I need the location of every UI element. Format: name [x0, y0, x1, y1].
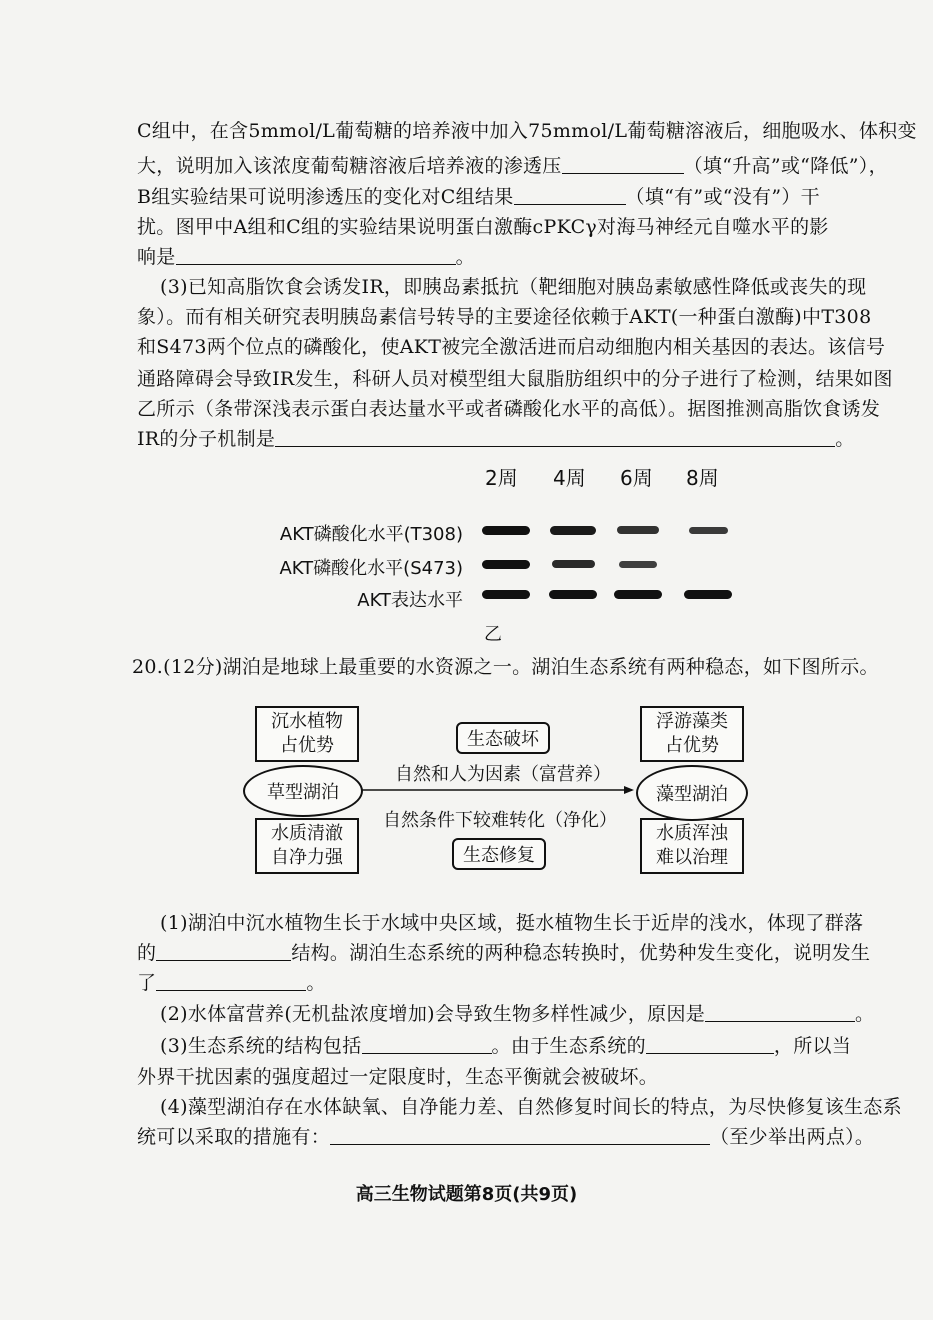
q20-text-line	[137, 1124, 875, 1150]
box-text: 自净力强	[271, 847, 343, 868]
box-text: 难以治理	[656, 847, 728, 868]
q20-text-line	[160, 1001, 875, 1027]
blot-row-label: AKT磷酸化水平(T308)	[279, 524, 463, 545]
q19-text-line: 扰。图甲中A组和C组的实验结果说明蛋白激酶cPKCγ对海马神经元自噬水平的影	[137, 216, 829, 238]
q20-text: (3)生态系统的结构包括	[160, 1035, 362, 1057]
q19-text: 大，说明加入该浓度葡萄糖溶液后培养液的渗透压	[137, 155, 562, 177]
label-text: 生态破坏	[467, 729, 539, 750]
q19-text: （填“升高”或“降低”），	[683, 155, 888, 177]
label-text: 生态修复	[463, 845, 535, 866]
q20-text: 。由于生态系统的	[491, 1035, 646, 1057]
q20-text-line: (1)湖泊中沉水植物生长于水域中央区域，挺水植物生长于近岸的浅水，体现了群落	[160, 912, 864, 934]
answer-blank[interactable]	[646, 1035, 774, 1054]
q20-text-line	[137, 970, 857, 996]
q20-text: 的	[137, 942, 157, 964]
q20-text: 。	[306, 972, 326, 994]
q20-text-line	[160, 1033, 857, 1059]
answer-blank[interactable]	[362, 1035, 492, 1054]
q19-text-line: 乙所示（条带深浅表示蛋白表达量水平或者磷酸化水平的高低）。据图推测高脂饮食诱发	[137, 398, 881, 420]
q19-text: 响是	[137, 246, 176, 268]
q19-text-line: 和S473两个位点的磷酸化，使AKT被完全激活进而启动细胞内相关基因的表达。该信号	[137, 336, 886, 358]
box-text: 沉水植物	[271, 711, 343, 732]
q20-text-line: (4)藻型湖泊存在水体缺氧、自净能力差、自然修复时间长的特点，为尽快修复该生态系	[160, 1096, 902, 1118]
q19-text-line: (3)已知高脂饮食会诱发IR，即胰岛素抵抗（靶细胞对胰岛素敏感性降低或丧失的现	[160, 276, 867, 298]
answer-blank[interactable]	[330, 1126, 710, 1145]
q20-intro: 20.(12分)湖泊是地球上最重要的水资源之一。湖泊生态系统有两种稳态，如下图所示。	[132, 656, 879, 678]
q20-text-line: 外界干扰因素的强度超过一定限度时，生态平衡就会被破坏。	[137, 1066, 659, 1088]
week-header: 4周	[553, 466, 586, 490]
q19-text-line: 通路障碍会导致IR发生，科研人员对模型组大鼠脂肪组织中的分子进行了检测，结果如图	[137, 368, 893, 390]
box-text: 占优势	[280, 735, 334, 756]
q19-text: （填“有”或“没有”）干	[625, 186, 820, 208]
ellipse-text: 草型湖泊	[267, 782, 339, 803]
answer-blank[interactable]	[156, 942, 291, 961]
q19-text: B组实验结果可说明渗透压的变化对C组结果	[137, 186, 514, 208]
q19-text: 。	[835, 428, 855, 450]
answer-blank[interactable]	[156, 972, 306, 991]
figure-caption: 乙	[484, 624, 502, 645]
q20-text-line	[137, 940, 871, 966]
q20-text: 统可以采取的措施有：	[137, 1126, 331, 1148]
week-header: 8周	[686, 466, 719, 490]
arrow-bottom-text: 自然条件下较难转化（净化）	[383, 810, 617, 831]
box-text: 浮游藻类	[656, 711, 728, 732]
page-footer: 高三生物试题第8页(共9页)	[355, 1184, 578, 1205]
blot-row-label: AKT磷酸化水平(S473)	[279, 558, 463, 579]
q19-text-line: 象）。而有相关研究表明胰岛素信号转导的主要途径依赖于AKT(一种蛋白激酶)中T308	[137, 306, 872, 328]
q20-text: 了	[137, 972, 157, 994]
q20-text: （至少举出两点）。	[710, 1126, 875, 1148]
q19-text-line: C组中，在含5mmol/L葡萄糖的培养液中加入75mmol/L葡萄糖溶液后，细胞吸水、体积变	[137, 120, 917, 142]
arrow-top-text: 自然和人为因素（富营养）	[395, 764, 611, 785]
week-header: 2周	[485, 466, 518, 490]
q19-text: 。	[455, 246, 475, 268]
q20-text: 结构。湖泊生态系统的两种稳态转换时，优势种发生变化，说明发生	[291, 942, 871, 964]
week-header: 6周	[620, 466, 653, 490]
box-text: 水质浑浊	[656, 823, 728, 844]
answer-blank[interactable]	[705, 1003, 855, 1022]
q19-text: IR的分子机制是	[137, 428, 276, 450]
ellipse-text: 藻型湖泊	[656, 784, 728, 805]
box-text: 占优势	[665, 735, 719, 756]
q20-text: 。	[855, 1003, 875, 1025]
box-text: 水质清澈	[271, 823, 343, 844]
blot-row-label: AKT表达水平	[357, 590, 463, 611]
arrow-head	[624, 786, 634, 794]
q20-text: ，所以当	[773, 1035, 852, 1057]
q20-text: (2)水体富营养(无机盐浓度增加)会导致生物多样性减少，原因是	[160, 1003, 706, 1025]
